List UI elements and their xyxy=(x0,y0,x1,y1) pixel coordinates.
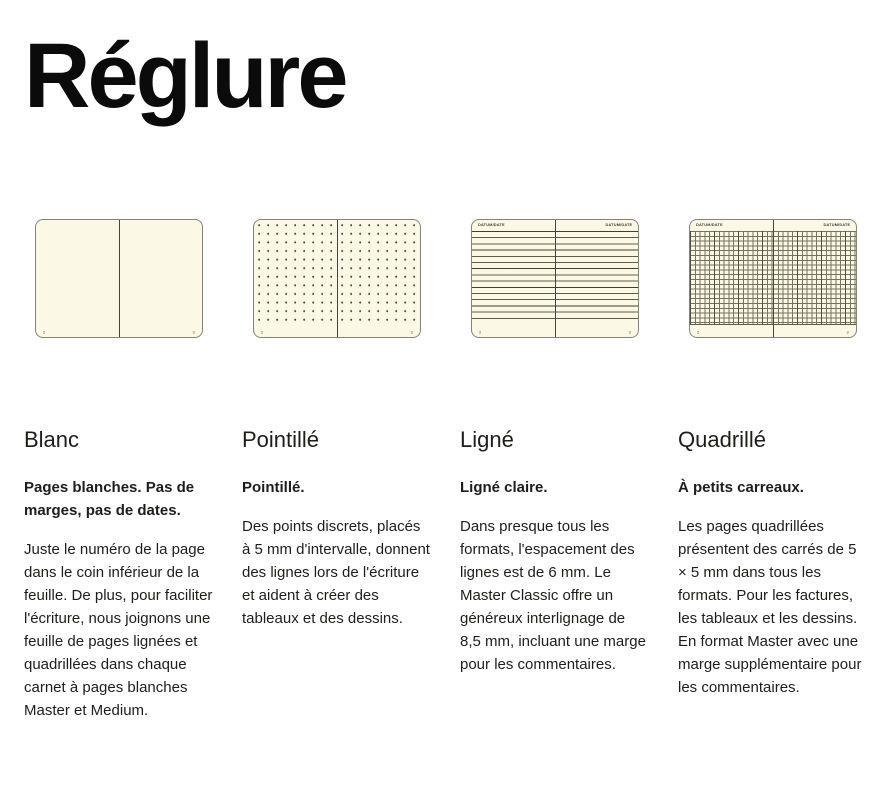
notebook-spine xyxy=(119,220,120,337)
page-number-left: 2 xyxy=(479,330,482,335)
date-label: DATUM/DATE xyxy=(696,223,723,228)
page-number-right: 3 xyxy=(628,330,631,335)
notebook-left-page xyxy=(254,220,337,337)
column-subheading: Pages blanches. Pas de marges, pas de dates. xyxy=(24,479,195,519)
column-heading: Pointillé xyxy=(242,427,320,452)
page-number-left: 2 xyxy=(697,330,700,335)
notebook-illustration-quadrille xyxy=(678,219,868,338)
page-number-right: 3 xyxy=(192,330,195,335)
notebook-spine xyxy=(337,220,338,337)
column-body: Dans presque tous les formats, l'espacement des lignes est de 6 mm. Le Master Classic offre un généreux interlignage de 8,5 mm, incluant une marge pour les commentaires. xyxy=(460,518,646,673)
notebook-illustration-blanc xyxy=(24,219,214,338)
square-grid-pattern xyxy=(773,231,856,325)
notebook-illustration-ligne xyxy=(460,219,650,338)
column-heading: Ligné xyxy=(460,427,514,452)
notebook-spine xyxy=(555,220,556,337)
page-number-left: 2 xyxy=(43,330,46,335)
column-subheading: Ligné claire. xyxy=(460,479,548,496)
column-body: Juste le numéro de la page dans le coin inférieur de la feuille. De plus, pour faciliter l'écriture, nous joignons une feuille de pages lignées et quadrillées dans chaque carnet à pages blanches Master et Medium. xyxy=(24,541,213,719)
notebook-spread-lined xyxy=(471,219,639,338)
notebook-left-page xyxy=(36,220,119,337)
notebook-spread-dotted xyxy=(253,219,421,338)
dot-grid-pattern xyxy=(341,224,416,326)
date-label: DATUM/DATE xyxy=(823,223,850,228)
column-subheading: Pointillé. xyxy=(242,479,305,496)
notebook-spine xyxy=(773,220,774,337)
ruled-lines-pattern xyxy=(555,231,638,324)
notebook-left-page xyxy=(690,220,773,337)
ruling-columns xyxy=(24,219,890,722)
column-heading: Quadrillé xyxy=(678,427,767,452)
ruling-info-page xyxy=(0,25,890,722)
ruled-lines-pattern xyxy=(472,231,555,324)
notebook-spread-squared xyxy=(689,219,857,338)
column-pointille xyxy=(242,219,432,722)
page-number-left: 2 xyxy=(261,330,264,335)
column-subheading: À petits carreaux. xyxy=(678,479,804,496)
notebook-right-page xyxy=(773,220,856,337)
page-number-right: 3 xyxy=(846,330,849,335)
page-title: Réglure xyxy=(24,25,346,127)
column-blanc xyxy=(24,219,214,722)
column-quadrille xyxy=(678,219,868,722)
notebook-right-page xyxy=(337,220,420,337)
date-label: DATUM/DATE xyxy=(478,223,505,228)
dot-grid-pattern xyxy=(258,224,333,326)
notebook-illustration-pointille xyxy=(242,219,432,338)
column-heading: Blanc xyxy=(24,427,80,452)
notebook-right-page xyxy=(119,220,202,337)
page-number-right: 3 xyxy=(410,330,413,335)
column-ligne xyxy=(460,219,650,722)
column-body: Des points discrets, placés à 5 mm d'intervalle, donnent des lignes lors de l'écriture et aident à créer des tableaux et des dessins. xyxy=(242,518,430,627)
notebook-right-page xyxy=(555,220,638,337)
notebook-left-page xyxy=(472,220,555,337)
notebook-spread-blank xyxy=(35,219,203,338)
column-body: Les pages quadrillées présentent des carrés de 5 × 5 mm dans tous les formats. Pour les factures, les tableaux et les dessins. En format Master avec une marge supplémentaire pour les commentaires. xyxy=(678,518,862,696)
date-label: DATUM/DATE xyxy=(605,223,632,228)
square-grid-pattern xyxy=(690,231,773,325)
